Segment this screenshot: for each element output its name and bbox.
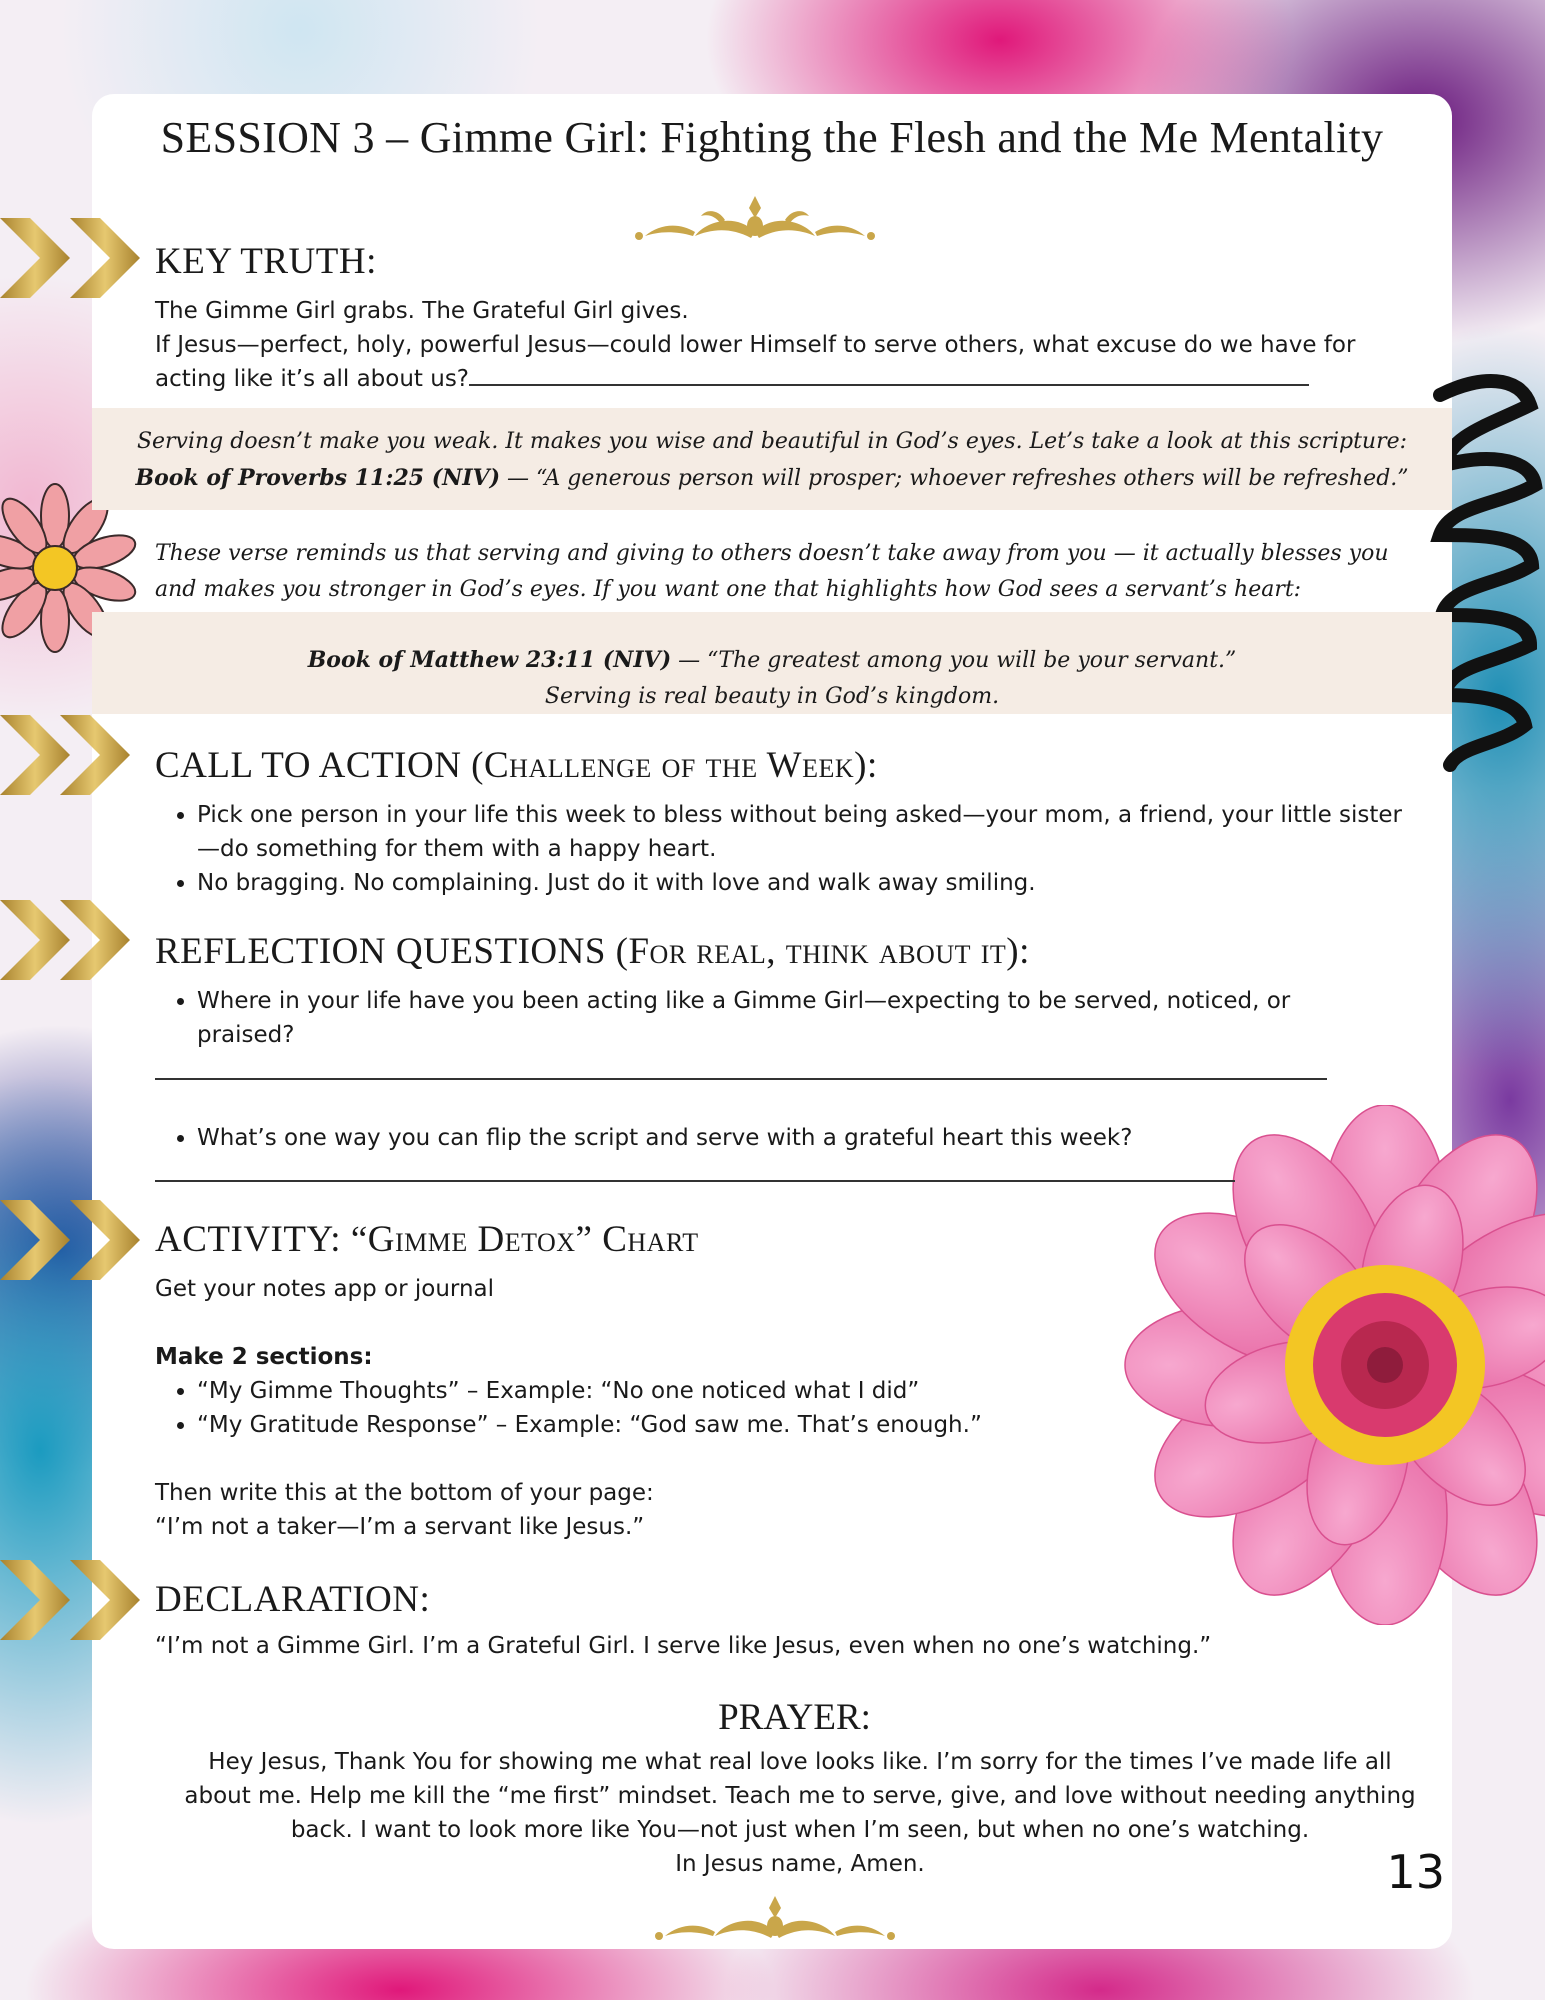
- activity-sections-label: Make 2 sections:: [155, 1344, 373, 1370]
- note-line1: These verse reminds us that serving and giving to others doesn’t take away from you — it actually blesses you: [155, 541, 1389, 566]
- call-to-action-list: [155, 798, 1405, 900]
- reflection-q1-list: [155, 984, 1355, 1052]
- call-to-action-list-wrap: [155, 798, 1405, 900]
- reflection-questions-heading: REFLECTION QUESTIONS (For real, think about it):: [155, 931, 1030, 972]
- answer-blank-line: [155, 1180, 1235, 1182]
- reflection-q2-wrap: [155, 1121, 1355, 1155]
- list-item: • Pick one person in your life this week to bless without being asked—your mom, a friend, your little sister—do something for them with a happy heart.: [197, 798, 1405, 866]
- prayer-heading: PRAYER:: [718, 1697, 871, 1738]
- gold-chevron-arrow-icon: [0, 705, 140, 805]
- proverbs-quote: — “A generous person will prosper; whoever refreshes others will be refreshed.”: [500, 466, 1409, 491]
- page-title: SESSION 3 – Gimme Girl: Fighting the Flesh and the Me Mentality: [160, 113, 1384, 162]
- key-truth-line3-row: [155, 362, 1425, 396]
- declaration-text: “I’m not a Gimme Girl. I’m a Grateful Girl. I serve like Jesus, even when no one’s watching.”: [155, 1633, 1212, 1659]
- matthew-ref: Book of Matthew 23:11 (NIV): [307, 647, 672, 673]
- list-item: • “My Gimme Thoughts” – Example: “No one noticed what I did”: [197, 1374, 1115, 1408]
- key-truth-line1: The Gimme Girl grabs. The Grateful Girl gives.: [155, 298, 689, 324]
- gold-chevron-arrow-icon: [0, 890, 140, 990]
- bottom-flourish-ornament: [645, 1892, 905, 1948]
- key-truth-line3: acting like it’s all about us?: [155, 366, 470, 392]
- prayer-text: [140, 1745, 1460, 1881]
- prayer-line4: In Jesus name, Amen.: [675, 1851, 925, 1877]
- band-intro-line: Serving doesn’t make you weak. It makes you wise and beautiful in God’s eyes. Let’s take a look at this scripture:: [136, 429, 1408, 454]
- gold-chevron-arrow-icon: [0, 208, 140, 308]
- activity-outro1: Then write this at the bottom of your page:: [155, 1480, 654, 1506]
- prayer-line3: back. I want to look more like You—not just when I’m seen, but when no one’s watching.: [290, 1817, 1310, 1843]
- page-number: 13: [1386, 1845, 1445, 1899]
- gold-chevron-arrow-icon: [0, 1190, 140, 1290]
- scripture-band-matthew: [92, 612, 1452, 714]
- verse-reflection-note: [155, 536, 1435, 608]
- gold-chevron-arrow-icon: [0, 1550, 140, 1650]
- activity-body: [155, 1272, 1115, 1544]
- pink-zinnia-flower-image: [1105, 1105, 1545, 1625]
- activity-heading: ACTIVITY: “Gimme Detox” Chart: [155, 1219, 699, 1260]
- matthew-line2: Serving is real beauty in God’s kingdom.: [544, 684, 1000, 709]
- matthew-quote: — “The greatest among you will be your servant.”: [671, 648, 1237, 673]
- key-truth-text: [155, 294, 1425, 396]
- activity-intro: Get your notes app or journal: [155, 1276, 495, 1302]
- list-item: • “My Gratitude Response” – Example: “God saw me. That’s enough.”: [197, 1408, 1115, 1442]
- prayer-line1: Hey Jesus, Thank You for showing me what real love looks like. I’m sorry for the times I’ve made life all: [208, 1749, 1392, 1775]
- reflection-q1-wrap: [155, 984, 1355, 1052]
- prayer-line2: about me. Help me kill the “me first” mindset. Teach me to serve, give, and love without needing anything: [184, 1783, 1416, 1809]
- call-to-action-heading: CALL TO ACTION (Challenge of the Week):: [155, 745, 878, 786]
- activity-list: [155, 1374, 1115, 1442]
- key-truth-heading: KEY TRUTH:: [155, 241, 377, 282]
- scripture-band-proverbs: [92, 408, 1452, 510]
- declaration-heading: DECLARATION:: [155, 1579, 431, 1620]
- proverbs-verse: [92, 460, 1452, 497]
- list-item: • Where in your life have you been acting like a Gimme Girl—expecting to be served, noticed, or praised?: [197, 984, 1355, 1052]
- reflection-q2-list: [155, 1121, 1355, 1155]
- answer-blank-line: [469, 384, 1309, 386]
- answer-blank-line: [155, 1078, 1327, 1080]
- list-item: • No bragging. No complaining. Just do it with love and walk away smiling.: [197, 866, 1405, 900]
- key-truth-line2: If Jesus—perfect, holy, powerful Jesus—could lower Himself to serve others, what excuse do we have for: [155, 332, 1356, 358]
- proverbs-ref: Book of Proverbs 11:25 (NIV): [135, 465, 501, 491]
- note-line2: and makes you stronger in God’s eyes. If you want one that highlights how God sees a servant’s heart:: [155, 577, 1302, 602]
- activity-outro2: “I’m not a taker—I’m a servant like Jesus.”: [155, 1514, 645, 1540]
- matthew-verse: [92, 642, 1452, 679]
- top-flourish-ornament: [625, 192, 885, 248]
- list-item: • What’s one way you can flip the script and serve with a grateful heart this week?: [197, 1121, 1355, 1155]
